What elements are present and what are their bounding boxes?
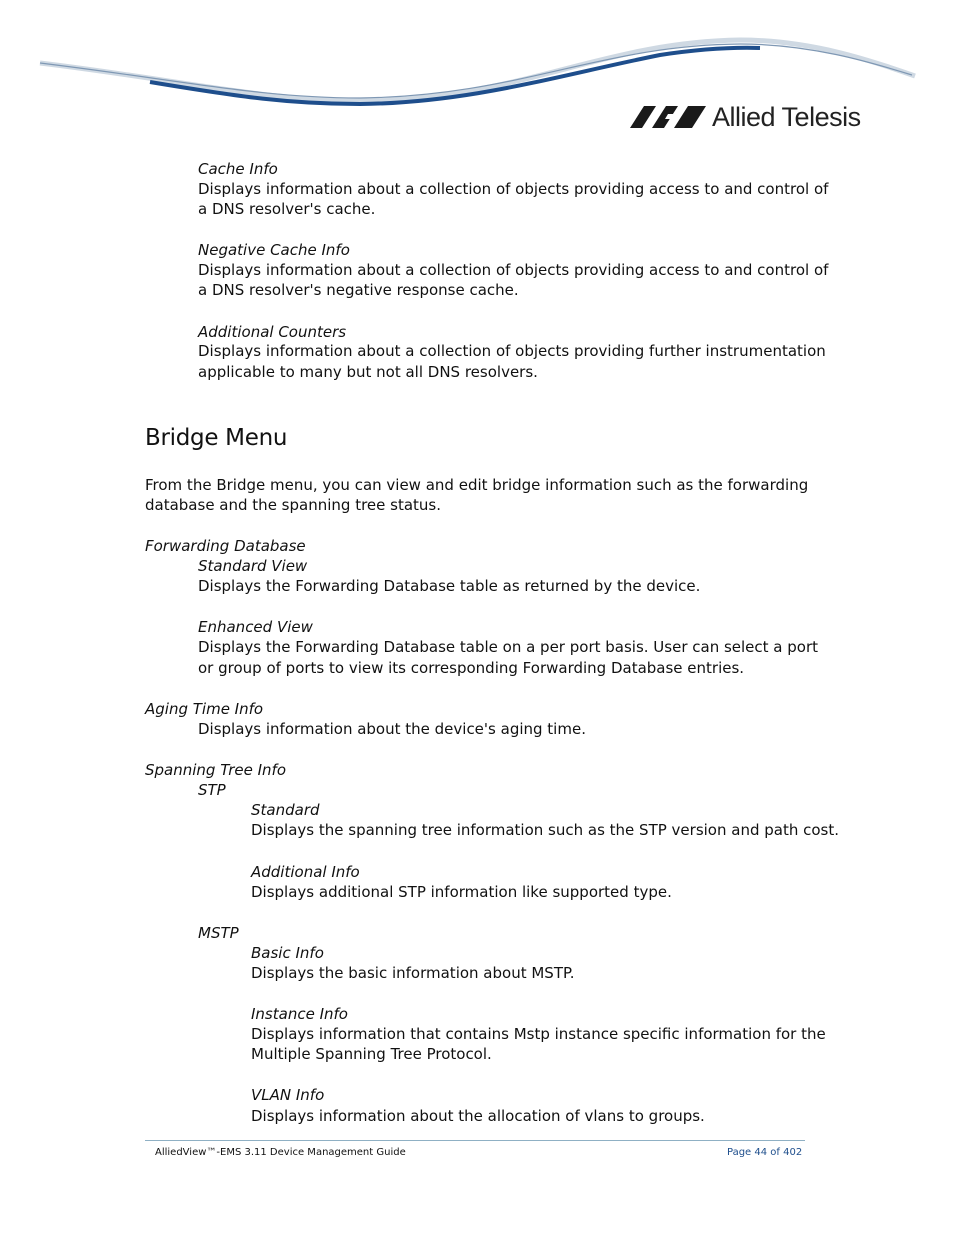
enhanced-view-line-2: or group of ports to view its corresponding Forwarding Database entries. bbox=[198, 659, 745, 677]
stp-standard-line-1: Displays the spanning tree information such as the STP version and path cost. bbox=[251, 821, 840, 839]
additional-counters-line-2: applicable to many but not all DNS resolvers. bbox=[198, 363, 538, 381]
aging-time-info-line-1: Displays information about the device's aging time. bbox=[198, 720, 586, 738]
at-logo-mark-icon bbox=[630, 106, 706, 128]
stp-additional-info-line-1: Displays additional STP information like supported type. bbox=[251, 883, 672, 901]
negative-cache-info-line-1: Displays information about a collection of objects providing access to and control of bbox=[198, 261, 829, 279]
stp-standard-title: Standard bbox=[251, 801, 320, 819]
mstp-instance-info-line-2: Multiple Spanning Tree Protocol. bbox=[251, 1045, 492, 1063]
header-swoosh bbox=[0, 0, 954, 160]
negative-cache-info-title: Negative Cache Info bbox=[198, 241, 350, 259]
forwarding-database-title: Forwarding Database bbox=[145, 537, 306, 555]
negative-cache-info-line-2: a DNS resolver's negative response cache. bbox=[198, 281, 519, 299]
additional-counters-title: Additional Counters bbox=[198, 323, 347, 341]
footer-divider bbox=[145, 1140, 805, 1141]
cache-info-line-2: a DNS resolver's cache. bbox=[198, 200, 376, 218]
stp-title: STP bbox=[198, 781, 226, 799]
mstp-instance-info-title: Instance Info bbox=[251, 1005, 348, 1023]
stp-additional-info-title: Additional Info bbox=[251, 863, 360, 881]
cache-info-title: Cache Info bbox=[198, 160, 278, 178]
mstp-basic-info-title: Basic Info bbox=[251, 944, 324, 962]
aging-time-info-title: Aging Time Info bbox=[145, 700, 264, 718]
bridge-intro-line-1: From the Bridge menu, you can view and edit bridge information such as the forwarding bbox=[145, 476, 809, 494]
mstp-instance-info-line-1: Displays information that contains Mstp instance specific information for the bbox=[251, 1025, 826, 1043]
allied-telesis-logo bbox=[630, 100, 861, 134]
mstp-vlan-info-line-1: Displays information about the allocation of vlans to groups. bbox=[251, 1107, 705, 1125]
spanning-tree-info-title: Spanning Tree Info bbox=[145, 761, 286, 779]
footer-document-title: AlliedView™-EMS 3.11 Device Management Guide bbox=[155, 1147, 406, 1158]
enhanced-view-title: Enhanced View bbox=[198, 618, 313, 636]
cache-info-line-1: Displays information about a collection of objects providing access to and control of bbox=[198, 180, 829, 198]
standard-view-line-1: Displays the Forwarding Database table as returned by the device. bbox=[198, 577, 701, 595]
additional-counters-line-1: Displays information about a collection of objects providing further instrumentation bbox=[198, 342, 826, 360]
bridge-intro-line-2: database and the spanning tree status. bbox=[145, 496, 441, 514]
mstp-basic-info-line-1: Displays the basic information about MSTP. bbox=[251, 964, 575, 982]
mstp-title: MSTP bbox=[198, 924, 239, 942]
enhanced-view-line-1: Displays the Forwarding Database table on a per port basis. User can select a port bbox=[198, 638, 819, 656]
logo-text: Allied Telesis bbox=[712, 101, 861, 132]
standard-view-title: Standard View bbox=[198, 557, 308, 575]
mstp-vlan-info-title: VLAN Info bbox=[251, 1086, 325, 1104]
footer-page-number: Page 44 of 402 bbox=[727, 1147, 803, 1158]
bridge-menu-heading: Bridge Menu bbox=[145, 425, 288, 451]
